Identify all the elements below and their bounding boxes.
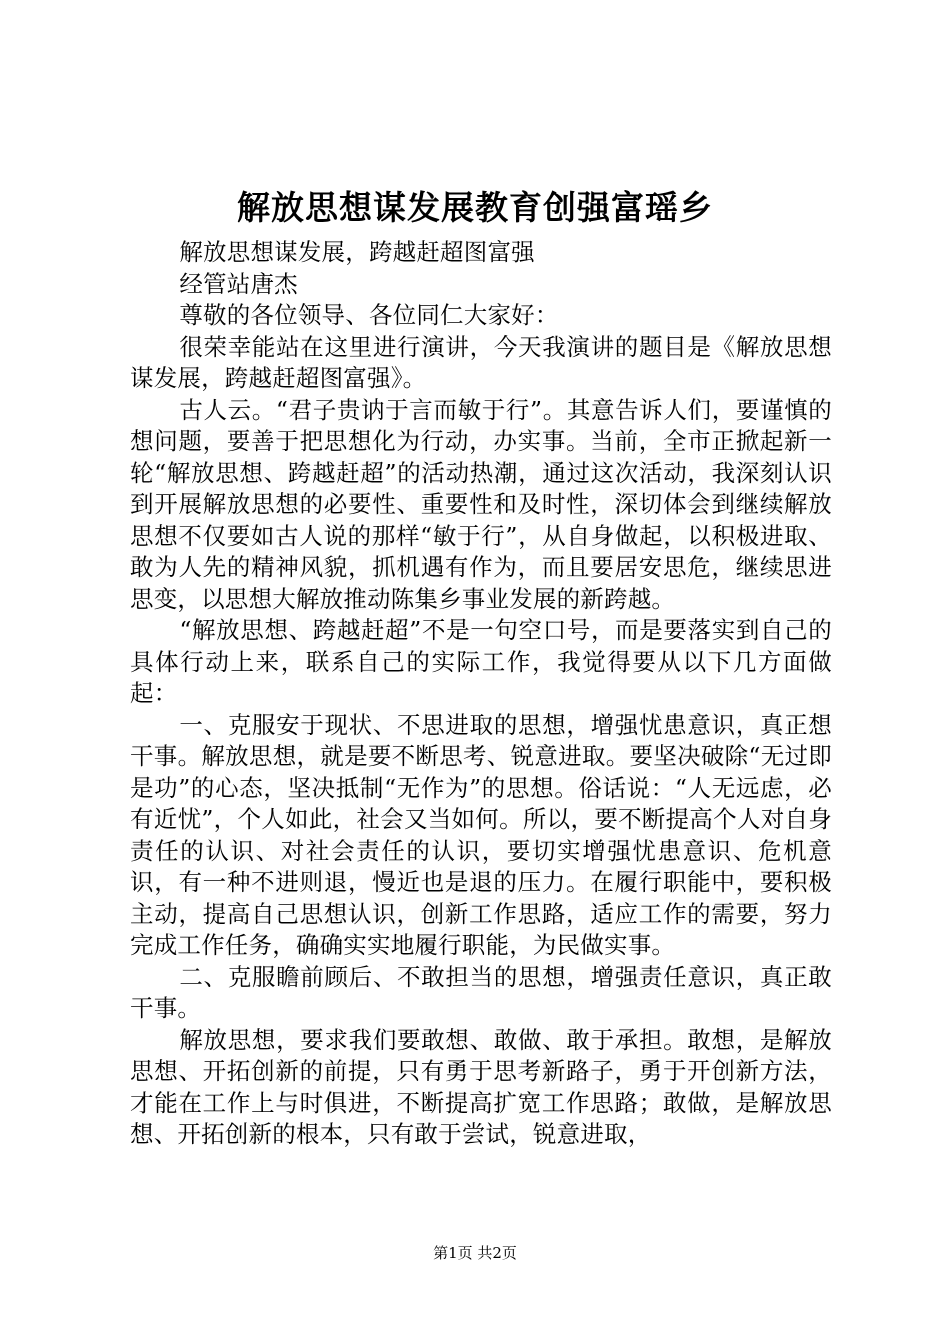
body-paragraph: 很荣幸能站在这里进行演讲，今天我演讲的题目是《解放思想谋发展，跨越赶超图富强》。 — [130, 332, 832, 392]
document-title: 解放思想谋发展教育创强富瑶乡 — [237, 188, 713, 227]
salutation: 尊敬的各位领导、各位同仁大家好： — [179, 301, 559, 329]
body-paragraph: 二、克服瞻前顾后、不敢担当的思想，增强责任意识，真正敢干事。 — [130, 962, 832, 1022]
body-paragraph: “解放思想、跨越赶超”不是一句空口号，而是要落实到自己的具体行动上来，联系自己的实际工作，我觉得要从以下几方面做起： — [130, 616, 832, 707]
body-paragraph: 一、克服安于现状、不思进取的思想，增强忧患意识，真正想干事。解放思想，就是要不断思考、锐意进取。要坚决破除“无过即是功”的心态，坚决抵制“无作为”的思想。俗话说：“人无远虑，必有近忧”，个人如此，社会又当如何。所以，要不断提高个人对自身责任的认识、对社会责任的认识，要切实增强忧患意识、危机意识，有一种不进则退，慢近也是退的压力。在履行职能中，要积极主动，提高自己思想认识，创新工作思路，适应工作的需要，努力完成工作任务，确确实实地履行职能，为民做实事。 — [130, 710, 832, 959]
body-paragraph: 古人云。“君子贵讷于言而敏于行”。其意告诉人们，要谨慎的想问题，要善于把思想化为行动，办实事。当前，全市正掀起新一轮“解放思想、跨越赶超”的活动热潮，通过这次活动，我深刻认识到开展解放思想的必要性、重要性和及时性，深切体会到继续解放思想不仅要如古人说的那样“敏于行”，从自身做起，以积极进取、敢为人先的精神风貌，抓机遇有作为，而且要居安思危，继续思进思变，以思想大解放推动陈集乡事业发展的新跨越。 — [130, 395, 832, 613]
subtitle: 解放思想谋发展，跨越赶超图富强 — [179, 238, 535, 266]
page-number-footer: 第1页 共2页 — [433, 1244, 517, 1262]
document-body — [130, 237, 832, 1151]
author-line: 经管站唐杰 — [179, 269, 298, 298]
body-paragraph: 解放思想，要求我们要敢想、敢做、敢于承担。敢想，是解放思想、开拓创新的前提，只有勇于思考新路子，勇于开创新方法，才能在工作上与时俱进，不断提高扩宽工作思路；敢做，是解放思想、开拓创新的根本，只有敢于尝试，锐意进取， — [130, 1025, 832, 1148]
